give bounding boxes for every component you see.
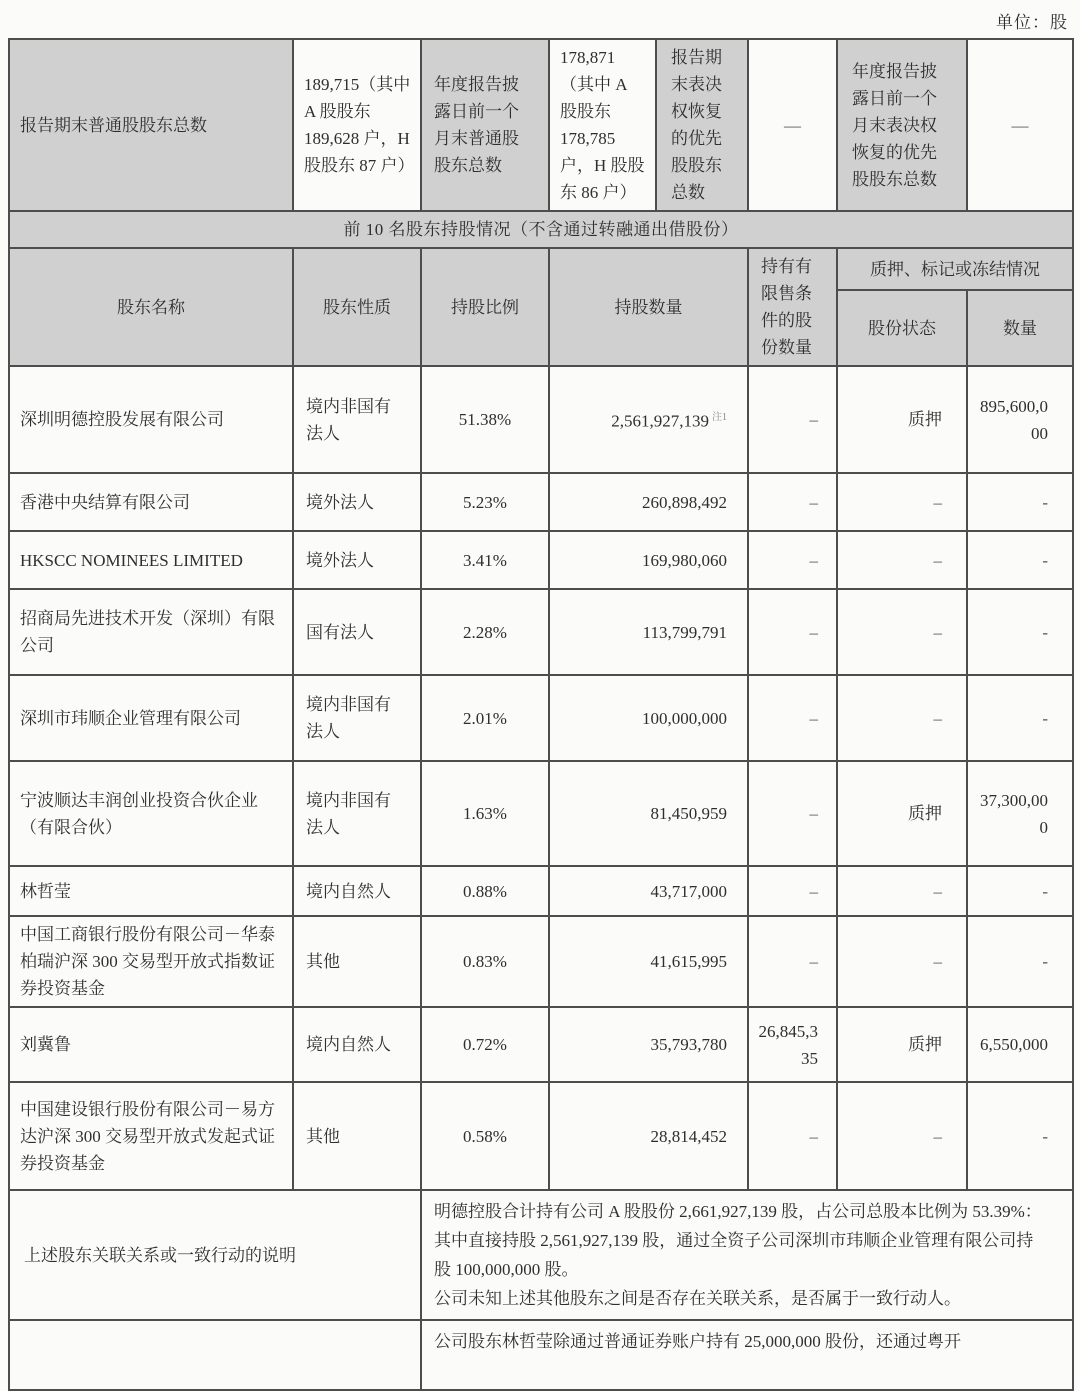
nature-cell: 其他: [293, 1082, 421, 1190]
status-cell: –: [837, 589, 967, 675]
summary-value-common-prior: 178,871（其中 A 股股东 178,785 户，H 股股东 86 户）: [549, 39, 656, 211]
pct-cell: 2.01%: [421, 675, 549, 761]
status-cell: –: [837, 1082, 967, 1190]
nature-cell: 境内自然人: [293, 866, 421, 916]
restricted-cell: –: [748, 531, 837, 589]
qty-cell: 37,300,000: [967, 761, 1073, 866]
nature-cell: 国有法人: [293, 589, 421, 675]
qty-cell: -: [967, 675, 1073, 761]
col-header-nature: 股东性质: [293, 248, 421, 366]
shares-cell: 100,000,000: [549, 675, 748, 761]
table-row: [9, 916, 1073, 1007]
qty-cell: 6,550,000: [967, 1007, 1073, 1082]
table-row: [9, 675, 1073, 761]
shareholder-name-cell: 中国建设银行股份有限公司－易方达沪深 300 交易型开放式发起式证券投资基金: [9, 1082, 293, 1190]
shares-cell: 43,717,000: [549, 866, 748, 916]
section-title-row: [9, 211, 1073, 248]
restricted-cell: –: [748, 1082, 837, 1190]
col-header-shares: 持股数量: [549, 248, 748, 366]
shares-cell: 35,793,780: [549, 1007, 748, 1082]
status-cell: 质押: [837, 366, 967, 473]
status-cell: –: [837, 473, 967, 531]
nature-cell: 境内非国有法人: [293, 675, 421, 761]
summary-value-pref-end: —: [748, 39, 837, 211]
summary-label-common-end: 报告期末普通股股东总数: [9, 39, 293, 211]
table-row: [9, 589, 1073, 675]
pct-cell: 0.58%: [421, 1082, 549, 1190]
col-header-pct: 持股比例: [421, 248, 549, 366]
qty-cell: -: [967, 531, 1073, 589]
nature-cell: 其他: [293, 916, 421, 1007]
status-cell: –: [837, 866, 967, 916]
shareholder-name-cell: 林哲莹: [9, 866, 293, 916]
pct-cell: 3.41%: [421, 531, 549, 589]
status-cell: –: [837, 531, 967, 589]
restricted-cell: –: [748, 916, 837, 1007]
table-row: [9, 1007, 1073, 1082]
restricted-cell: –: [748, 366, 837, 473]
shareholder-name-cell: 中国工商银行股份有限公司－华泰柏瑞沪深 300 交易型开放式指数证券投资基金: [9, 916, 293, 1007]
restricted-cell: –: [748, 589, 837, 675]
clipped-note-text: 公司股东林哲莹除通过普通证券账户持有 25,000,000 股份，还通过粤开: [421, 1320, 1073, 1390]
clipped-note-label: [9, 1320, 421, 1390]
pct-cell: 0.72%: [421, 1007, 549, 1082]
shares-cell: 81,450,959: [549, 761, 748, 866]
shareholder-name-cell: 深圳明德控股发展有限公司: [9, 366, 293, 473]
shareholder-table: [8, 38, 1074, 1391]
shares-cell: 41,615,995: [549, 916, 748, 1007]
relation-note-para1: 明德控股合计持有公司 A 股股份 2,661,927,139 股，占公司总股本比例为 53.39%：其中直接持股 2,561,927,139 股，通过全资子公司深圳市玮顺企业管理有限公司持股 100,000,000 股。: [434, 1202, 1042, 1279]
qty-cell: -: [967, 473, 1073, 531]
relation-note-label: 上述股东关联关系或一致行动的说明: [9, 1190, 421, 1320]
pct-cell: 0.83%: [421, 916, 549, 1007]
summary-value-common-end: 189,715（其中 A 股股东 189,628 户，H 股股东 87 户）: [293, 39, 421, 211]
col-header-restricted: 持有有限售条件的股份数量: [748, 248, 837, 366]
shareholder-name-cell: 宁波顺达丰润创业投资合伙企业（有限合伙）: [9, 761, 293, 866]
shareholder-name-cell: HKSCC NOMINEES LIMITED: [9, 531, 293, 589]
pct-cell: 2.28%: [421, 589, 549, 675]
column-header-row: [9, 248, 1073, 290]
shares-cell: [549, 366, 748, 473]
restricted-cell: –: [748, 761, 837, 866]
shares-value: 2,561,927,139: [611, 411, 709, 431]
col-header-pledge-group: 质押、标记或冻结情况: [837, 248, 1073, 290]
table-row: [9, 473, 1073, 531]
restricted-cell: –: [748, 473, 837, 531]
table-row: [9, 531, 1073, 589]
summary-value-pref-prior: —: [967, 39, 1073, 211]
col-header-qty: 数量: [967, 290, 1073, 366]
status-cell: –: [837, 675, 967, 761]
qty-cell: -: [967, 589, 1073, 675]
section-title: 前 10 名股东持股情况（不含通过转融通出借股份）: [9, 211, 1073, 248]
nature-cell: 境外法人: [293, 531, 421, 589]
pct-cell: 51.38%: [421, 366, 549, 473]
summary-label-common-prior: 年度报告披露日前一个月末普通股股东总数: [421, 39, 549, 211]
col-header-status: 股份状态: [837, 290, 967, 366]
qty-cell: 895,600,000: [967, 366, 1073, 473]
shares-cell: 28,814,452: [549, 1082, 748, 1190]
shares-cell: 260,898,492: [549, 473, 748, 531]
restricted-cell: 26,845,335: [748, 1007, 837, 1082]
shareholder-name-cell: 香港中央结算有限公司: [9, 473, 293, 531]
summary-label-pref-prior: 年度报告披露日前一个月末表决权恢复的优先股股东总数: [837, 39, 967, 211]
table-row: [9, 1082, 1073, 1190]
nature-cell: 境内非国有法人: [293, 366, 421, 473]
nature-cell: 境内非国有法人: [293, 761, 421, 866]
restricted-cell: –: [748, 866, 837, 916]
qty-cell: -: [967, 916, 1073, 1007]
summary-label-pref-end: 报告期末表决权恢复的优先股股东总数: [656, 39, 748, 211]
qty-cell: -: [967, 866, 1073, 916]
status-cell: 质押: [837, 1007, 967, 1082]
summary-row: [9, 39, 1073, 211]
restricted-cell: –: [748, 675, 837, 761]
clipped-note-row: [9, 1320, 1073, 1390]
relation-note-para2: 公司未知上述其他股东之间是否存在关联关系，是否属于一致行动人。: [434, 1289, 961, 1308]
status-cell: 质押: [837, 761, 967, 866]
table-row: [9, 761, 1073, 866]
shares-cell: 113,799,791: [549, 589, 748, 675]
pct-cell: 1.63%: [421, 761, 549, 866]
unit-label: 单位：股: [996, 13, 1068, 32]
shareholder-name-cell: 深圳市玮顺企业管理有限公司: [9, 675, 293, 761]
shareholder-name-cell: 招商局先进技术开发（深圳）有限公司: [9, 589, 293, 675]
table-row: [9, 366, 1073, 473]
nature-cell: 境外法人: [293, 473, 421, 531]
shares-cell: 169,980,060: [549, 531, 748, 589]
footnote-ref: 注1: [712, 412, 727, 424]
table-row: [9, 866, 1073, 916]
nature-cell: 境内自然人: [293, 1007, 421, 1082]
pct-cell: 5.23%: [421, 473, 549, 531]
pct-cell: 0.88%: [421, 866, 549, 916]
shareholder-name-cell: 刘冀鲁: [9, 1007, 293, 1082]
status-cell: –: [837, 916, 967, 1007]
col-header-name: 股东名称: [9, 248, 293, 366]
qty-cell: -: [967, 1082, 1073, 1190]
